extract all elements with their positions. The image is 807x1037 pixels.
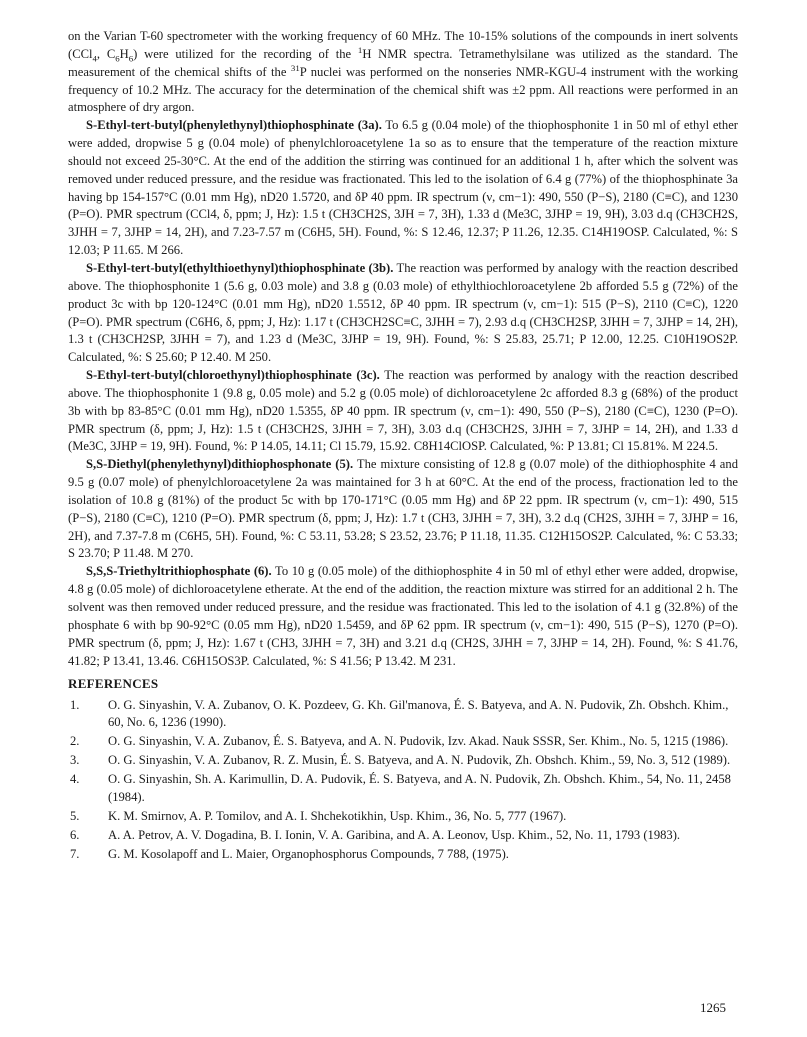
reference-number: 3.: [70, 753, 80, 768]
compound-3c-text: The reaction was performed by analogy with the reaction described above. The thiophosphonite 1 (9.8 g, 0.05 mole) and 5.2 g (0.05 mole) of dichloroacetylene 2c afforded 8.3 g (68%) of the product 3b with bp 83-85°C (0.01 mm Hg), nD20 1.5355, δP 40 ppm. IR spectrum (ν, cm−1): 490, 550 (P−S), 2180 (C≡C), 1230 (P=O). PMR spectrum (δ, ppm; J, Hz): 1.5 t (CH3CH2S, 3JHH = 7, 3H), 3.03 d.q (CH3CH2S, 3JHH = 7, 3JHP = 14, 2H), and 1.33 d (Me3C, 3JHP = 19, 9H). Found, %: P 14.05, 14.11; Cl 15.79, 15.92. C8H14ClOSP. Calculated, %: P 13.81; Cl 15.81%. M 224.5.: [68, 368, 739, 454]
compound-3a-text: To 6.5 g (0.04 mole) of the thiophosphonite 1 in 50 ml of ethyl ether were added, dropwise 5 g (0.04 mole) of phenylchloroacetylene 1a so as to ensure that the temperature of the reaction mixture should not exceed 25-30°C. At the end of the addition the stirring was continued for an additional 1 h, after which the solvent was removed under reduced pressure, and the residue was fractionated. This led to the isolation of 6.4 g (77%) of the thiophosphinate 3a having bp 154-157°C (0.01 mm Hg), nD20 1.5720, and δP 40 ppm. IR spectrum (ν, cm−1): 490, 550 (P−S), 2180 (C≡C), and 1230 (P=O). PMR spectrum (CCl4, δ, ppm; J, Hz): 1.5 t (CH3CH2S, 3JH = 7, 3H), 1.33 d (Me3C, 3JHP = 19, 9H), 3.03 d.q (CH3CH2S, 3JHH = 7, 3JHP = 14, 2H), and 7.23-7.57 m (C6H5, 5H). Found, %: S 12.46, 12.37; P 11.26, 12.35. C14H19OSP. Calculated, %: S 12.03; P 11.65. M 266.: [68, 118, 738, 258]
compound-5-paragraph: [68, 456, 738, 563]
reference-text: O. G. Sinyashin, V. A. Zubanov, É. S. Batyeva, and A. N. Pudovik, Izv. Akad. Nauk SSSR, Ser. Khim., No. 5, 1215 (1986).: [108, 734, 729, 749]
reference-text: A. A. Petrov, A. V. Dogadina, B. I. Ionin, V. A. Garibina, and A. A. Leonov, Usp. Khim., 52, No. 11, 1793 (1983).: [108, 827, 681, 842]
compound-6-text: To 10 g (0.05 mole) of the dithiophosphite 4 in 50 ml of ethyl ether were added, dropwise, 4.8 g (0.05 mole) of dichloroacetylene etherate. At the end of the addition, the reaction mixture was stirred for an additional 2 h. The solvent was then removed under reduced pressure, and the residue was fractionated. This led to the isolation of 4.1 g (32.8%) of the phosphate 6 with bp 90-92°C (0.05 mm Hg), nD20 1.5459, and δP 62 ppm. IR spectrum (ν, cm−1): 490, 515 (P−S), 1270 (P=O). PMR spectrum (δ, ppm; J, Hz): 1.67 t (CH3, 3JHH = 7, 3H) and 3.21 d.q (CH2S, 3JHH = 7, 3JHP = 14, 2H). Found, %: S 41.76, 41.82; P 13.41, 13.46. C6H15OS3P. Calculated, %: S 41.56; P 13.42. M 231.: [68, 564, 738, 668]
compound-3c-title: S-Ethyl-tert-butyl(chloroethynyl)thiophosphinate (3c).: [86, 368, 380, 383]
reference-number: 2.: [70, 734, 80, 749]
reference-item: [68, 808, 740, 825]
reference-item: [68, 846, 740, 863]
compound-3b-title: S-Ethyl-tert-butyl(ethylthioethynyl)thiophosphinate (3b).: [86, 260, 394, 275]
experimental-section: [68, 28, 738, 670]
compound-3b-paragraph: [68, 260, 738, 367]
compound-3a-title: S-Ethyl-tert-butyl(phenylethynyl)thiophosphinate (3a).: [86, 118, 382, 133]
reference-item: [68, 827, 740, 844]
reference-number: 5.: [70, 808, 80, 823]
compound-5-text: The mixture consisting of 12.8 g (0.07 mole) of the dithiophosphite 4 and 9.5 g (0.07 mole) of phenylchloroacetylene 2a was maintained for 3 h at 60°C. At the end of the process, fractionation led to the isolation of 10.8 g (81%) of the product 5c with bp 170-171°C (0.05 mm Hg) and δP 22 ppm. IR spectrum (ν, cm−1): 490, 515 (P−S), 2180 (C≡C), 1210 (P=O). PMR spectrum (δ, ppm; J, Hz): 1.7 t (CH3, 3JHH = 7, 3H), 3.2 d.q (CH2S, 3JHH = 7, 3JHP = 16, 2H), and 7.37-7.8 m (C6H5, 5H). Found, %: C 53.11, 53.28; S 23.52, 23.76; P 11.18, 11.35. C12H15OS2P. Calculated, %: C 53.33; S 23.70; P 11.48. M 270.: [68, 457, 738, 561]
reference-item: [68, 733, 740, 750]
reference-number: 1.: [70, 698, 80, 712]
reference-item: [68, 771, 740, 806]
reference-item: [68, 697, 740, 732]
references-list: [68, 697, 740, 865]
compound-3a-paragraph: [68, 117, 738, 260]
intro-paragraph: on the Varian T-60 spectrometer with the working frequency of 60 MHz. The 10-15% solutions of the compounds in inert solvents (CCl$_4$, $C_6H_6$) were utilized for the recording of the $^1$H NMR spectra. Tetramethylsilane was utilized as the standard. The measurement of the chemical shifts of the $^{31}$P nuclei was performed on the nonseries NMR-KGU-4 instrument with the working frequency of 10.2 MHz. The accuracy for the determination of the chemical shift was ±2 ppm. All reactions were performed in an atmosphere of dry argon.: [68, 29, 739, 115]
reference-text: O. G. Sinyashin, V. A. Zubanov, O. K. Pozdeev, G. Kh. Gil'manova, É. S. Batyeva, and A. N. Pudovik, Zh. Obshch. Khim., 60, No. 6, 1236 (1990).: [108, 698, 729, 730]
reference-text: O. G. Sinyashin, Sh. A. Karimullin, D. A. Pudovik, É. S. Batyeva, and A. N. Pudovik, Zh. Obshch. Khim., 54, No. 11, 2458 (1984).: [108, 772, 731, 804]
compound-6-title: S,S,S-Triethyltrithiophosphate (6).: [86, 564, 272, 579]
reference-text: K. M. Smirnov, A. P. Tomilov, and A. I. Shchekotikhin, Usp. Khim., 36, No. 5, 777 (1967).: [108, 808, 567, 823]
reference-item: [68, 752, 740, 769]
reference-text: G. M. Kosolapoff and L. Maier, Organophosphorus Compounds, 7 788, (1975).: [108, 846, 509, 861]
compound-6-paragraph: [68, 563, 738, 670]
compound-3b-text: The reaction was performed by analogy with the reaction described above. The thiophosphonite 1 (5.6 g, 0.03 mole) and 3.8 g (0.03 mole) of ethylthiochloroacetylene 2b afforded 5.5 g (72%) of the product 3c with bp 120-124°C (0.01 mm Hg), nD20 1.5512, δP 40 ppm. IR spectrum (ν, cm−1): 515 (P−S), 2110 (C≡C), 1220 (P=O). PMR spectrum (C6H6, δ, ppm; J, Hz): 1.17 t (CH3CH2SC≡C, 3JHH = 7), 2.93 d.q (CH3CH2SP, 3JHH = 7, 3JHP = 14, 2H), 1.3 t (CH3CH2SP, 3JHH = 7), and 1.23 d (Me3C, 3JHP = 19, 9H). Found, %: S 25.83, 25.71; P 12.00, 12.25. C10H19OS2P. Calculated, %: S 25.60; P 12.40. M 250.: [68, 260, 739, 365]
reference-text: O. G. Sinyashin, V. A. Zubanov, R. Z. Musin, É. S. Batyeva, and A. N. Pudovik, Zh. Obshch. Khim., 59, No. 3, 512 (1989).: [108, 753, 731, 768]
page-number: 1265: [700, 1000, 726, 1015]
compound-3c-paragraph: [68, 367, 738, 456]
references-heading: REFERENCES: [68, 676, 159, 691]
compound-5-title: S,S-Diethyl(phenylethynyl)dithiophosphonate (5).: [86, 457, 354, 472]
reference-number: 6.: [70, 827, 80, 842]
reference-number: 4.: [70, 772, 80, 787]
reference-number: 7.: [70, 846, 80, 861]
